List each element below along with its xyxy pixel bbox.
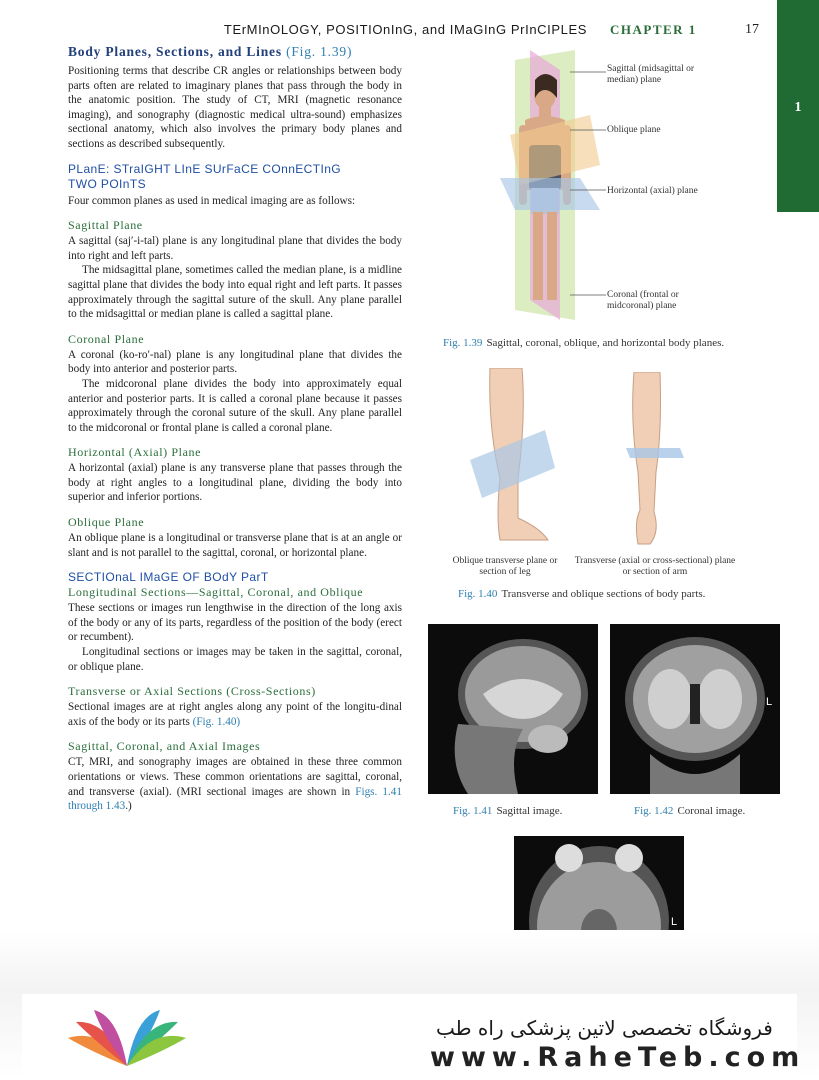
intro-paragraph: Positioning terms that describe CR angles or relationships between body parts often are related to imaginary planes that pass through the body in the anatomic position. The study of CT, MRI (magnetic resonance imaging), and sonography (diagnostic medical ultra-sound) emphasizes sectional anatomy, which also involves the primary body planes and sections as described subsequently. [68,65,402,150]
label-coronal-plane: Coronal (frontal or midcoronal) plane [607,290,679,311]
coronal-paragraph-1: A coronal (ko-ro′-nal) plane is any longitudinal plane that divides the body into anterior and posterior parts. [68,348,402,376]
arm-svg [620,372,690,547]
fig-1-41-caption [453,805,562,817]
store-name-fa: فروشگاه تخصصی لاتین پزشکی راه طب [436,1016,773,1040]
sagittal-heading: Sagittal Plane [68,218,143,233]
chapter-tab-number: 1 [794,100,802,115]
label-oblique-plane: Oblique plane [607,125,661,135]
fig-1-39-leader-lines [570,60,610,310]
chapter-label: CHAPTER 1 [610,22,697,37]
fig-ref-1-39[interactable]: (Fig. 1.39) [286,44,353,59]
leg-svg [460,368,570,546]
sectional-heading: SECTIOnaL IMaGE OF BOdY ParT [68,570,269,585]
plane-intro: Four common planes as used in medical imaging are as follows: [68,194,356,207]
oblique-paragraph: An oblique plane is a longitudinal or transverse plane that is at an angle or slant and is not parallel to the sagittal, coronal, or horizontal plane. [68,532,402,559]
store-url[interactable]: www.RaheTeb.com [430,1042,806,1073]
coronal-l-marker: L [766,696,773,708]
transverse-heading: Transverse or Axial Sections (Cross-Sections) [68,684,316,699]
longitudinal-paragraph-1: These sections or images run lengthwise in the direction of the long axis of the body or any of its parts, regardless of the position of the body (erect or recumbent). [68,602,402,644]
fig-1-42-caption-text: Coronal image. [677,805,746,817]
fig-ref-1-41-43[interactable]: Figs. 1.41 through 1.43 [68,785,402,813]
left-column [68,44,402,814]
fig-ref-1-40[interactable]: (Fig. 1.40) [192,715,241,728]
fig-1-40-arm [620,372,690,547]
section-title-text: Body Planes, Sections, and Lines [68,44,282,59]
fig-1-41-caption-text: Sagittal image. [496,805,563,817]
coronal-mri-svg [610,624,780,794]
images-heading: Sagittal, Coronal, and Axial Images [68,739,261,754]
sagittal-mri-image [428,624,598,794]
raheteb-logo-icon [62,1008,192,1070]
sagittal-paragraph-1: A sagittal (saj′-i-tal) plane is any longitudinal plane that divides the body into right and left parts. [68,235,402,262]
fig-1-41-label: Fig. 1.41 [453,805,493,817]
axial-l-marker: L [671,916,678,928]
sagittal-paragraph-2: The midsagittal plane, sometimes called the median plane, is a midline sagittal plane that divides the body into equal right and left parts. It passes approximately through the sagittal suture of the skull. Any plane parallel to the midsagittal or median plane is called a sagittal plane. [68,264,402,321]
section-title [68,44,402,60]
fig-1-39-caption [443,337,724,349]
transverse-paragraph [68,700,402,729]
label-horizontal-plane: Horizontal (axial) plane [607,186,698,196]
label-arm-section: Transverse (axial or cross-sectional) plane or section of arm [574,556,736,577]
longitudinal-heading: Longitudinal Sections—Sagittal, Coronal, and Oblique [68,585,364,600]
fig-1-39-label: Fig. 1.39 [443,337,483,349]
images-text: CT, MRI, and sonography images are obtained in these three common orientations or views. These common orientations are sagittal, coronal, and transverse (axial). (MRI sectional images are shown in [68,756,402,798]
plane-heading-2: TWO POInTS [68,176,147,191]
arm-transverse-plane [626,448,684,458]
images-paragraph [68,755,402,813]
running-title: TErMInOLOGY, POSITIOnInG, and IMaGInG PrInCIPLES [223,22,587,37]
fig-1-40-caption-text: Transverse and oblique sections of body parts. [501,588,706,600]
oblique-heading: Oblique Plane [68,515,145,530]
images-text-end: .) [125,800,132,813]
sagittal-mri-svg [428,624,598,794]
fig-1-40-leg [460,368,570,546]
horizontal-paragraph: A horizontal (axial) plane is any transverse plane that passes through the body at right angles to a longitudinal plane, dividing the body into superior and inferior portions. [68,462,402,504]
fig-1-40-caption [458,588,705,600]
running-head [0,22,819,42]
label-leg-section: Oblique transverse plane or section of leg [452,556,558,577]
fig-1-40-label: Fig. 1.40 [458,588,498,600]
fig-1-42-caption [634,805,745,817]
fig-1-42-label: Fig. 1.42 [634,805,674,817]
horizontal-heading: Horizontal (Axial) Plane [68,445,202,460]
coronal-mri-image [610,624,780,794]
coronal-heading: Coronal Plane [68,331,145,346]
fig-1-39-caption-text: Sagittal, coronal, oblique, and horizontal body planes. [486,337,725,349]
label-sagittal-plane: Sagittal (midsagittal or median) plane [607,64,695,85]
transverse-text: Sectional images are at right angles along any point of the longitu-dinal axis of the body or its parts [68,701,402,728]
plane-heading-1: PLanE: STraIGHT LInE SUrFaCE COnnECTInG [68,161,342,176]
chapter-tab [777,0,819,212]
page-number: 17 [745,22,759,37]
longitudinal-paragraph-2: Longitudinal sections or images may be taken in the sagittal, coronal, or oblique plane. [68,646,402,673]
coronal-paragraph-2: The midcoronal plane divides the body into approximately equal anterior and posterior parts. It is called a coronal plane because it passes approximately through the coronal suture of the skull. Any plane parallel to the midcoronal or frontal plane is called a coronal plane. [68,377,402,434]
